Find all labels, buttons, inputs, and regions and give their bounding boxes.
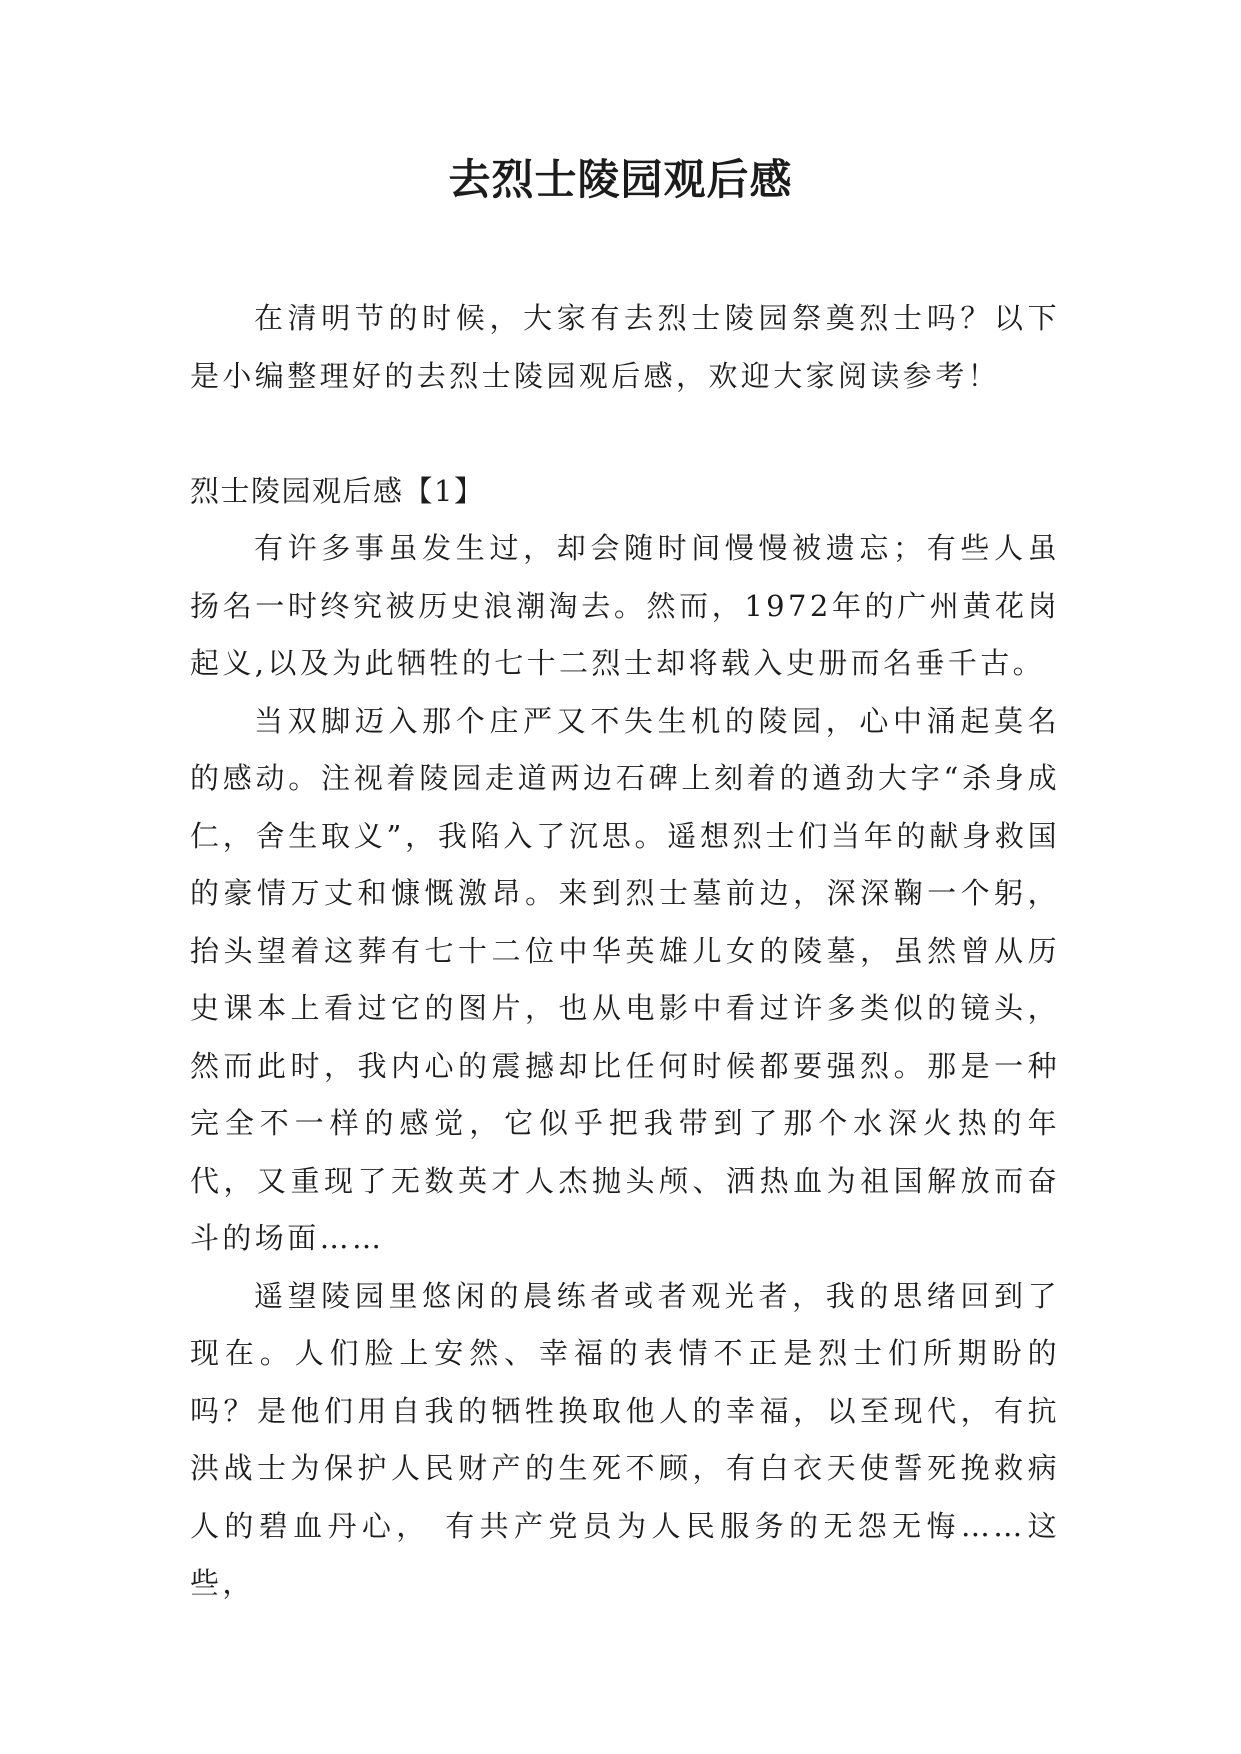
body-paragraph-1: 有许多事虽发生过，却会随时间慢慢被遗忘；有些人虽扬名一时终究被历史浪潮淘去。然而，1972年的广州黄花岗起义,以及为此牺牲的七十二烈士却将载入史册而名垂千古。 <box>190 531 1060 680</box>
document-title: 去烈士陵园观后感 <box>448 155 793 204</box>
paragraph-spacer <box>190 405 1060 463</box>
body-paragraph-3: 遥望陵园里悠闲的晨练者或者观光者，我的思绪回到了现在。人们脸上安然、幸福的表情不正是烈士们所期盼的吗？是他们用自我的牺牲换取他人的幸福，以至现代，有抗洪战士为保护人民财产的生死不顾，有白衣天使誓死挽救病人的碧血丹心， 有共产党员为人民服务的无怨无悔……这些， <box>190 1278 1060 1600</box>
section-heading: 烈士陵园观后感【1】 <box>190 473 485 508</box>
document-body <box>190 290 1060 1613</box>
intro-paragraph: 在清明节的时候，大家有去烈士陵园祭奠烈士吗？以下是小编整理好的去烈士陵园观后感，欢迎大家阅读参考！ <box>190 301 1060 393</box>
body-paragraph-2: 当双脚迈入那个庄严又不失生机的陵园，心中涌起莫名的感动。注视着陵园走道两边石碑上刻着的遒劲大字“杀身成仁，舍生取义”，我陷入了沉思。遥想烈士们当年的献身救国的豪情万丈和慷慨激昂。来到烈士墓前边，深深鞠一个躬，抬头望着这葬有七十二位中华英雄儿女的陵墓，虽然曾从历史课本上看过它的图片，也从电影中看过许多类似的镜头，然而此时，我内心的震撼却比任何时候都要强烈。那是一种完全不一样的感觉，它似乎把我带到了那个水深火热的年代，又重现了无数英才人杰抛头颅、洒热血为祖国解放而奋斗的场面…… <box>190 703 1060 1255</box>
